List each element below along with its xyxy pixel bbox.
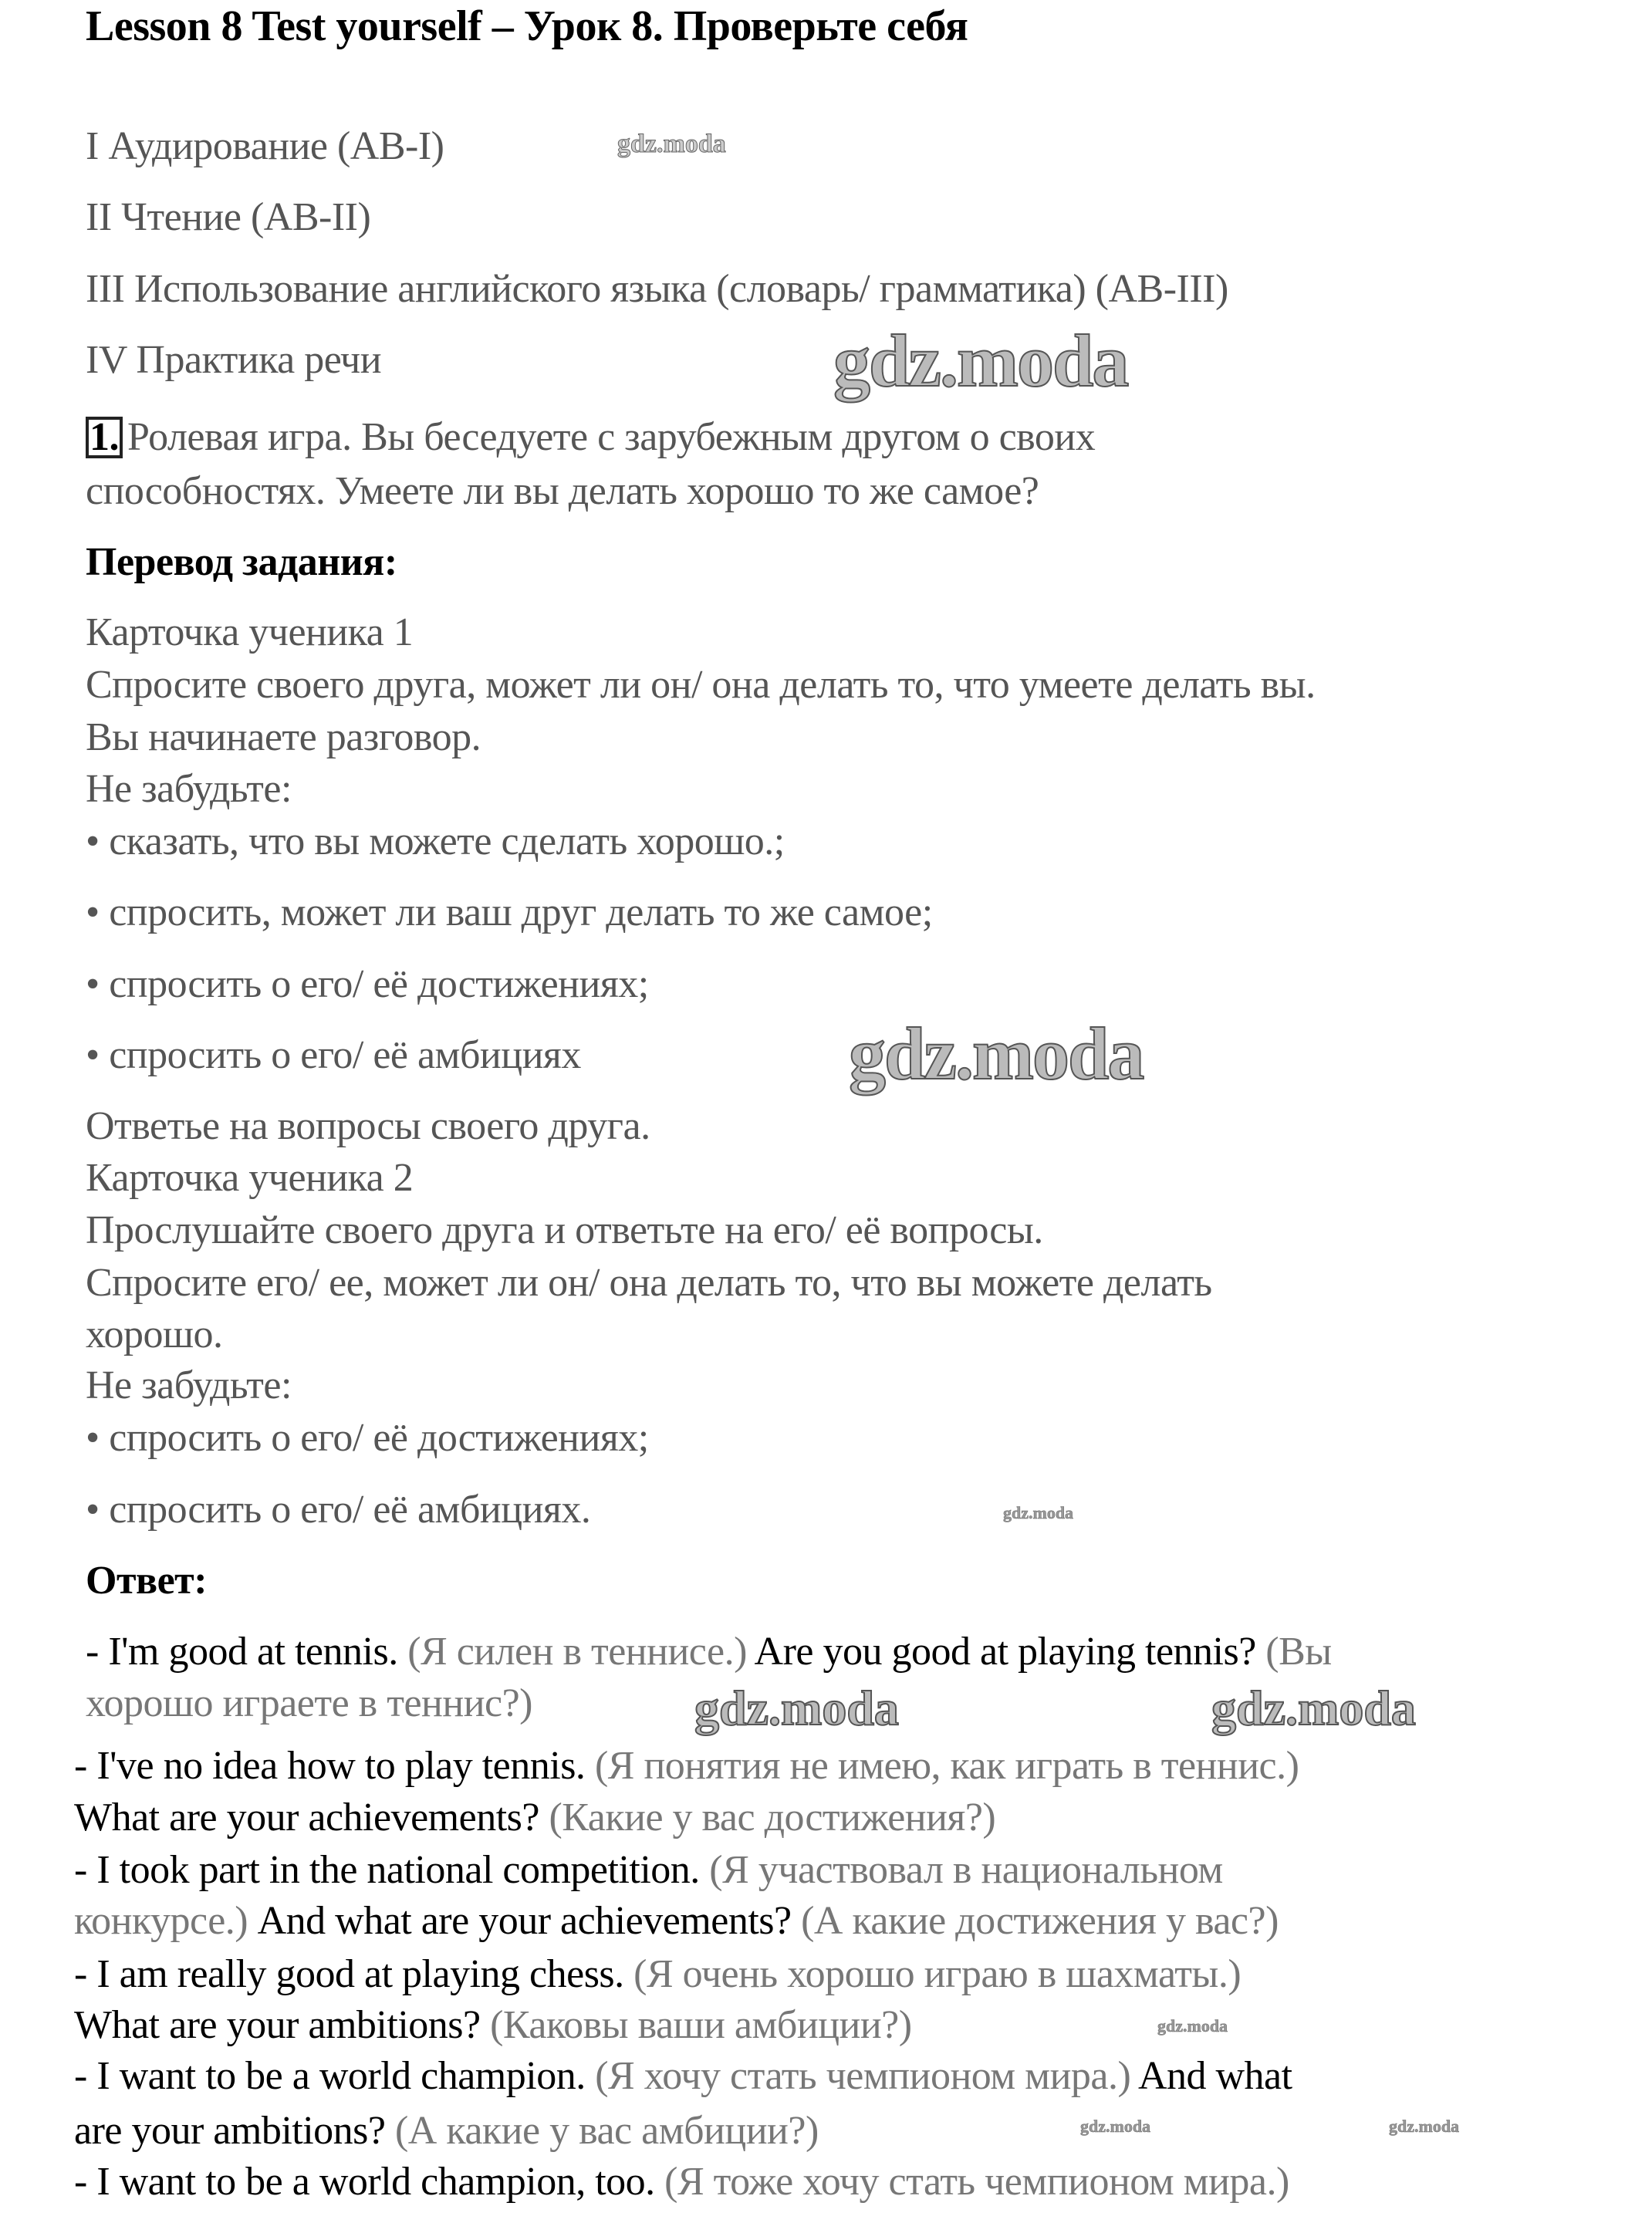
answer-line [86, 1679, 532, 1728]
translation-line: • спросить о его/ её достижениях; [86, 962, 649, 1006]
translation-line: Прослушайте своего друга и ответьте на его/ её вопросы. [86, 1208, 1043, 1252]
russian-translation: (Я тоже хочу стать чемпионом мира.) [664, 2160, 1289, 2204]
russian-translation: конкурсе.) [74, 1899, 258, 1943]
russian-translation: (А какие достижения у вас?) [801, 1899, 1279, 1943]
translation-line: • сказать, что вы можете сделать хорошо.; [86, 819, 785, 863]
watermark: gdz.moda [694, 1681, 899, 1735]
answer-heading: Ответ: [86, 1559, 208, 1603]
section-speaking: IV Практика речи [86, 338, 382, 382]
english-phrase: And what [1137, 2054, 1292, 2098]
translation-line: • спросить о его/ её достижениях; [86, 1416, 649, 1460]
watermark: gdz.moda [1211, 1681, 1416, 1735]
watermark: gdz.moda [1157, 2016, 1228, 2035]
russian-translation: (Вы [1265, 1630, 1332, 1674]
english-phrase: What are your achievements? [74, 1796, 549, 1840]
answer-line [74, 1793, 995, 1843]
answer-line [74, 1897, 1279, 1946]
answer-line [74, 1950, 1241, 1999]
english-phrase: - I want to be a world champion, too. [74, 2160, 665, 2204]
russian-translation: (Я хочу стать чемпионом мира.) [595, 2054, 1138, 2098]
russian-translation: (Каковы ваши амбиции?) [490, 2003, 912, 2047]
watermark: gdz.moda [1389, 2117, 1460, 2136]
english-phrase: are your ambitions? [74, 2109, 395, 2153]
english-phrase: What are your ambitions? [74, 2003, 491, 2047]
section-use-of-english: III Использование английского языка (словарь/ грамматика) (AB-III) [86, 267, 1228, 311]
translation-line: Спросите его/ ее, может ли он/ она делать то, что вы можете делать [86, 1261, 1212, 1305]
answer-line [86, 1627, 1332, 1677]
watermark: gdz.moda [1003, 1503, 1074, 1522]
section-reading: II Чтение (AB-II) [86, 195, 371, 239]
translation-line: • спросить, может ли ваш друг делать то же самое; [86, 890, 933, 934]
task-number: 1. [86, 417, 123, 458]
answer-line [74, 1742, 1299, 1791]
watermark: gdz.moda [849, 1012, 1144, 1095]
answer-line [74, 2157, 1289, 2207]
english-phrase: And what are your achievements? [257, 1899, 802, 1943]
page-title: Lesson 8 Test yourself – Урок 8. Проверьте себя [86, 2, 968, 50]
russian-translation: (Я участвовал в национальном [709, 1848, 1223, 1892]
translation-line: Вы начинаете разговор. [86, 715, 481, 759]
english-phrase: - I've no idea how to play tennis. [74, 1744, 595, 1788]
translation-line: • спросить о его/ её амбициях [86, 1033, 581, 1077]
translation-line: Не забудьте: [86, 1363, 292, 1407]
answer-line [74, 2052, 1292, 2101]
russian-translation: (Какие у вас достижения?) [549, 1796, 996, 1840]
task-line-1 [86, 413, 1095, 462]
english-phrase: - I am really good at playing chess. [74, 1952, 634, 1996]
answer-line [74, 1846, 1223, 1895]
english-phrase: - I want to be a world champion. [74, 2054, 596, 2098]
english-phrase: - I took part in the national competition. [74, 1848, 710, 1892]
watermark: gdz.moda [617, 130, 726, 158]
section-listening: I Аудирование (AB-I) [86, 124, 444, 168]
russian-translation: (Я силен в теннисе.) [407, 1630, 755, 1674]
watermark: gdz.moda [833, 319, 1128, 402]
russian-translation: (Я понятия не имею, как играть в теннис.) [594, 1744, 1299, 1788]
russian-translation: (Я очень хорошо играю в шахматы.) [633, 1952, 1242, 1996]
english-phrase: - I'm good at tennis. [86, 1630, 408, 1674]
translation-line: Карточка ученика 1 [86, 610, 414, 654]
russian-translation: (А какие у вас амбиции?) [394, 2109, 819, 2153]
translation-line: Не забудьте: [86, 767, 292, 811]
translation-heading: Перевод задания: [86, 540, 397, 584]
russian-translation: хорошо играете в теннис?) [86, 1681, 532, 1725]
english-phrase: Are you good at playing tennis? [754, 1630, 1266, 1674]
task-text: Ролевая игра. Вы беседуете с зарубежным другом о своих [127, 415, 1096, 459]
answer-line [74, 2001, 912, 2050]
translation-line: Спросите своего друга, может ли он/ она делать то, что умеете делать вы. [86, 663, 1316, 707]
translation-line: хорошо. [86, 1313, 223, 1356]
translation-line: Карточка ученика 2 [86, 1156, 414, 1200]
task-line-2: способностях. Умеете ли вы делать хорошо то же самое? [86, 469, 1039, 513]
translation-line: Ответье на вопросы своего друга. [86, 1104, 650, 1148]
watermark: gdz.moda [1080, 2117, 1151, 2136]
translation-line: • спросить о его/ её амбициях. [86, 1488, 591, 1532]
answer-line [74, 2106, 819, 2156]
